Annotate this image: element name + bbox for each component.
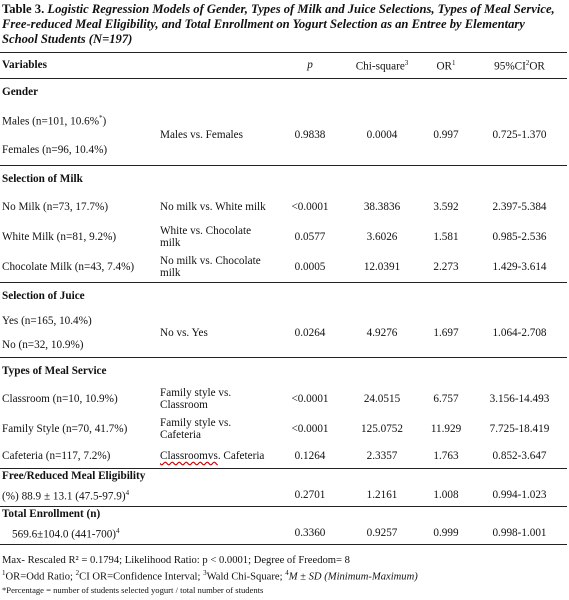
ci-cell: 0.985-2.536: [492, 230, 547, 243]
section-title: Selection of Milk: [0, 166, 567, 193]
or-cell: 2.273: [433, 260, 459, 273]
table-footnotes: [2, 554, 566, 597]
row-label: Chocolate Milk (n=43, 7.4%): [2, 260, 135, 273]
section-free-reduced: [0, 469, 567, 485]
footnote-percentage: *Percentage = number of students selected yogurt / total number of students: [2, 584, 264, 595]
footnote-abbreviations: $^1$OR=Odd Ratio; $^2$CI OR=Confidence Interval; $^3$Wald Chi-Square; $^4$M ± SD (Minimum-Maximum): [2, 569, 418, 583]
table-header-row: [0, 53, 567, 79]
header-p: p: [276, 53, 344, 79]
row-label: (%) 88.9 ± 13.1 $(47.5-97.9)^4$: [2, 488, 130, 503]
header-or: $OR^1$: [420, 53, 472, 79]
row-label: 569.6±104.0 $(441-700)^4$: [0, 522, 276, 545]
chi-cell: 0.9257: [344, 522, 420, 545]
ci-cell: 0.994-1.023: [492, 488, 547, 501]
table-row: [0, 192, 567, 222]
ci-cell: 2.397-5.384: [492, 200, 547, 213]
comparison-cell: No milk vs. Chocolate milk: [160, 254, 261, 279]
comparison-cell: Family style vs. Classroom: [160, 386, 232, 411]
regression-table: [0, 52, 567, 545]
chi-cell: 2.3357: [366, 449, 398, 462]
or-cell: 1.763: [433, 449, 459, 462]
comparison-cell: White vs. Chocolate milk: [160, 224, 252, 249]
row-label: No Milk (n=73, 17.7%): [2, 200, 109, 213]
section-title: Free/Reduced Meal Eligibility: [0, 469, 567, 485]
header-ci: $95\%CI^2OR$: [472, 53, 567, 79]
table-row: [0, 522, 567, 545]
row-label: Classroom (n=10, 10.9%): [2, 392, 118, 405]
p-cell: 0.2701: [294, 488, 326, 501]
header-chi-square: Chi-square$^3$: [344, 53, 420, 79]
or-cell: 0.997: [433, 128, 459, 141]
row-label: White Milk (n=81, 9.2%): [2, 230, 117, 243]
p-cell: 0.0264: [294, 326, 326, 339]
section-title: Types of Meal Service: [0, 358, 567, 385]
comparison-cell: Family style vs. Cafeteria: [160, 416, 232, 441]
caption-title: Logistic Regression Models of Gender, Types of Milk and Juice Selections, Types of Meal Service, Free-reduced Meal Eligibility, and Total Enrollment on Yogurt Selection as an Entree by Elementary School Students (N=197): [2, 2, 555, 46]
table-row: [0, 309, 567, 333]
table-row: [0, 384, 567, 414]
chi-cell: 125.0752: [361, 422, 403, 435]
table-caption: [2, 2, 562, 47]
row-label: Females (n=96, 10.4%): [2, 143, 108, 156]
chi-cell: 1.2161: [366, 488, 398, 501]
table-row: [0, 414, 567, 444]
ci-cell: 0.725-1.370: [492, 128, 547, 141]
table-row: [0, 105, 567, 135]
or-cell: 6.757: [433, 392, 459, 405]
chi-cell: 4.9276: [366, 326, 398, 339]
ci-cell: 7.725-18.419: [489, 422, 550, 435]
table-row: [0, 252, 567, 283]
or-cell: 3.592: [433, 200, 459, 213]
ci-cell: 1.429-3.614: [492, 260, 547, 273]
chi-cell: 38.3836: [363, 200, 401, 213]
caption-lead: Table 3.: [2, 2, 45, 16]
comparison-cell: No vs. Yes: [160, 326, 208, 339]
row-label: Cafeteria (n=117, 7.2%): [2, 449, 111, 462]
section-title: Gender: [2, 85, 39, 98]
chi-cell: 3.6026: [366, 230, 398, 243]
section-juice: [0, 283, 567, 310]
p-cell: 0.0577: [294, 230, 326, 243]
p-cell: <0.0001: [291, 200, 329, 213]
chi-cell: 0.0004: [366, 128, 398, 141]
row-label: Yes (n=165, 10.4%): [2, 314, 92, 327]
or-cell: 1.581: [433, 230, 459, 243]
comparison-cell: Classroomvs. Cafeteria: [160, 449, 265, 462]
table-row: [0, 222, 567, 252]
row-label: Family Style (n=70, 41.7%): [2, 422, 128, 435]
comparison-cell: No milk vs. White milk: [160, 200, 266, 213]
table-row: [0, 444, 567, 469]
p-cell: 0.3360: [276, 522, 344, 545]
footnote-model-fit: Max- Rescaled R² = 0.1794; Likelihood Ratio: p < 0.0001; Degree of Freedom= 8: [2, 555, 350, 566]
header-comparison: [158, 53, 276, 79]
row-label: No (n=32, 10.9%): [2, 338, 84, 351]
section-title: Selection of Juice: [0, 283, 567, 310]
or-cell: 1.008: [433, 488, 459, 501]
or-cell: 1.697: [433, 326, 459, 339]
comparison-cell: Males vs. Females: [160, 128, 243, 141]
p-cell: 0.9838: [294, 128, 326, 141]
section-meal-service: [0, 358, 567, 385]
section-milk: [0, 166, 567, 193]
ci-cell: 3.156-14.493: [489, 392, 550, 405]
p-cell: <0.0001: [291, 422, 329, 435]
section-gender: [0, 79, 567, 106]
ci-cell: 1.064-2.708: [492, 326, 547, 339]
header-variables: Variables: [0, 53, 158, 79]
chi-cell: 24.0515: [363, 392, 401, 405]
ci-cell: 0.998-1.001: [472, 522, 567, 545]
p-cell: 0.1264: [294, 449, 326, 462]
p-cell: 0.0005: [294, 260, 326, 273]
table-row: [0, 484, 567, 507]
section-enrollment: [0, 507, 567, 523]
section-title: Total Enrollment (n): [0, 507, 567, 523]
or-cell: 0.999: [420, 522, 472, 545]
p-cell: <0.0001: [291, 392, 329, 405]
or-cell: 11.929: [430, 422, 462, 435]
ci-cell: 0.852-3.647: [492, 449, 547, 462]
row-label: Males (n=101, 10.6%*): [2, 113, 107, 128]
chi-cell: 12.0391: [363, 260, 401, 273]
